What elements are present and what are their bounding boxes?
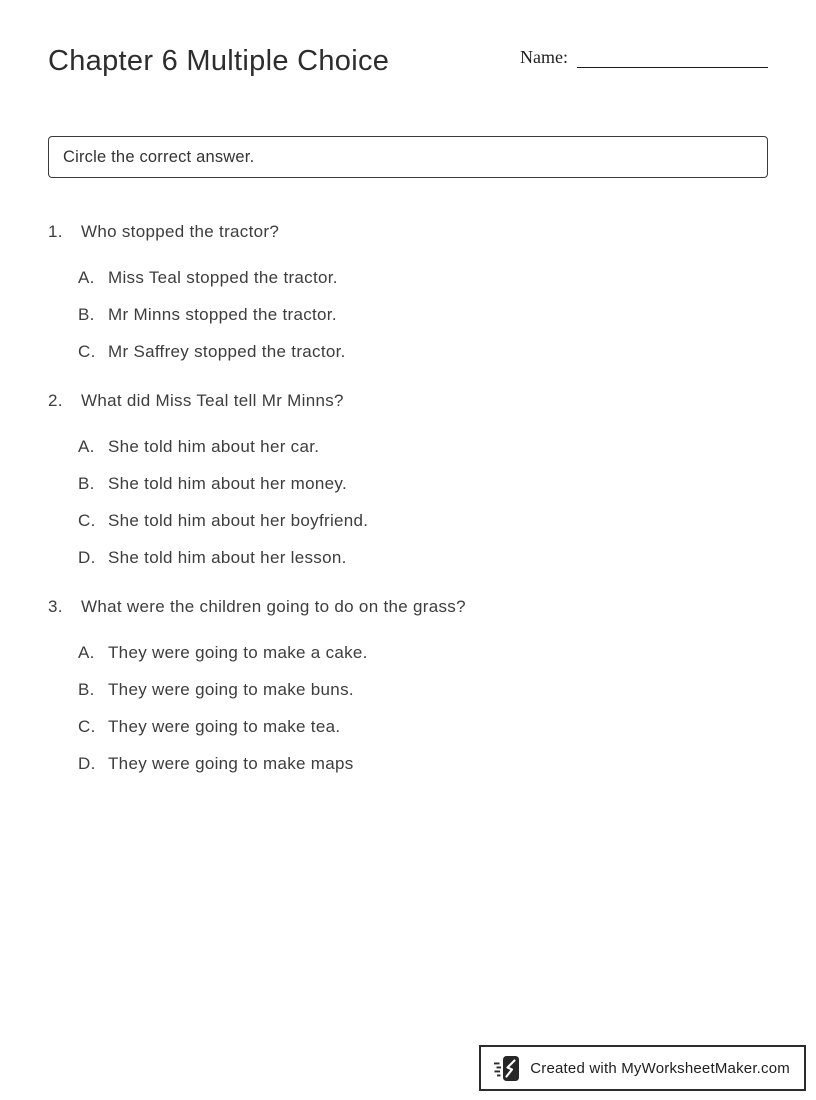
question-number: 1. xyxy=(48,221,63,241)
option-letter: A. xyxy=(78,267,95,287)
question-header xyxy=(48,389,768,412)
header xyxy=(48,44,768,79)
option-text: Mr Minns stopped the tractor. xyxy=(108,304,337,324)
question-header xyxy=(48,220,768,243)
answer-option[interactable] xyxy=(48,546,768,569)
option-letter: D. xyxy=(78,547,96,567)
option-text: She told him about her money. xyxy=(108,473,347,493)
question-number: 3. xyxy=(48,596,63,616)
option-letter: B. xyxy=(78,473,95,493)
option-text: Miss Teal stopped the tractor. xyxy=(108,267,338,287)
option-letter: D. xyxy=(78,753,96,773)
question-header xyxy=(48,595,768,618)
option-text: She told him about her lesson. xyxy=(108,547,347,567)
option-letter: C. xyxy=(78,716,96,736)
answer-option[interactable] xyxy=(48,715,768,738)
options-list xyxy=(48,266,768,363)
options-list xyxy=(48,435,768,569)
instructions-text: Circle the correct answer. xyxy=(63,147,255,166)
worksheet-lightning-logo-icon xyxy=(494,1054,521,1083)
question xyxy=(48,389,768,569)
answer-option[interactable] xyxy=(48,752,768,775)
name-label: Name: xyxy=(520,47,568,67)
option-text: Mr Saffrey stopped the tractor. xyxy=(108,341,346,361)
options-list xyxy=(48,641,768,775)
option-text: They were going to make a cake. xyxy=(108,642,368,662)
name-fill-in-line[interactable] xyxy=(577,52,768,68)
option-text: She told him about her boyfriend. xyxy=(108,510,369,530)
option-text: They were going to make buns. xyxy=(108,679,354,699)
question-text: What were the children going to do on the grass? xyxy=(81,596,466,616)
name-block xyxy=(520,48,768,68)
answer-option[interactable] xyxy=(48,678,768,701)
page-title: Chapter 6 Multiple Choice xyxy=(48,45,390,77)
question xyxy=(48,595,768,775)
option-text: They were going to make maps xyxy=(108,753,354,773)
footer-badge[interactable] xyxy=(479,1045,806,1091)
answer-option[interactable] xyxy=(48,509,768,532)
questions-list xyxy=(48,220,768,775)
option-letter: B. xyxy=(78,304,95,324)
answer-option[interactable] xyxy=(48,266,768,289)
answer-option[interactable] xyxy=(48,340,768,363)
answer-option[interactable] xyxy=(48,435,768,458)
option-text: They were going to make tea. xyxy=(108,716,341,736)
worksheet-page xyxy=(0,44,816,1100)
footer-text: Created with MyWorksheetMaker.com xyxy=(530,1059,790,1077)
answer-option[interactable] xyxy=(48,303,768,326)
option-letter: C. xyxy=(78,510,96,530)
question xyxy=(48,220,768,363)
option-letter: A. xyxy=(78,436,95,456)
question-text: What did Miss Teal tell Mr Minns? xyxy=(81,390,344,410)
instructions-box xyxy=(48,136,768,178)
question-text: Who stopped the tractor? xyxy=(81,221,280,241)
option-text: She told him about her car. xyxy=(108,436,320,456)
question-number: 2. xyxy=(48,390,63,410)
option-letter: C. xyxy=(78,341,96,361)
option-letter: B. xyxy=(78,679,95,699)
answer-option[interactable] xyxy=(48,472,768,495)
option-letter: A. xyxy=(78,642,95,662)
answer-option[interactable] xyxy=(48,641,768,664)
